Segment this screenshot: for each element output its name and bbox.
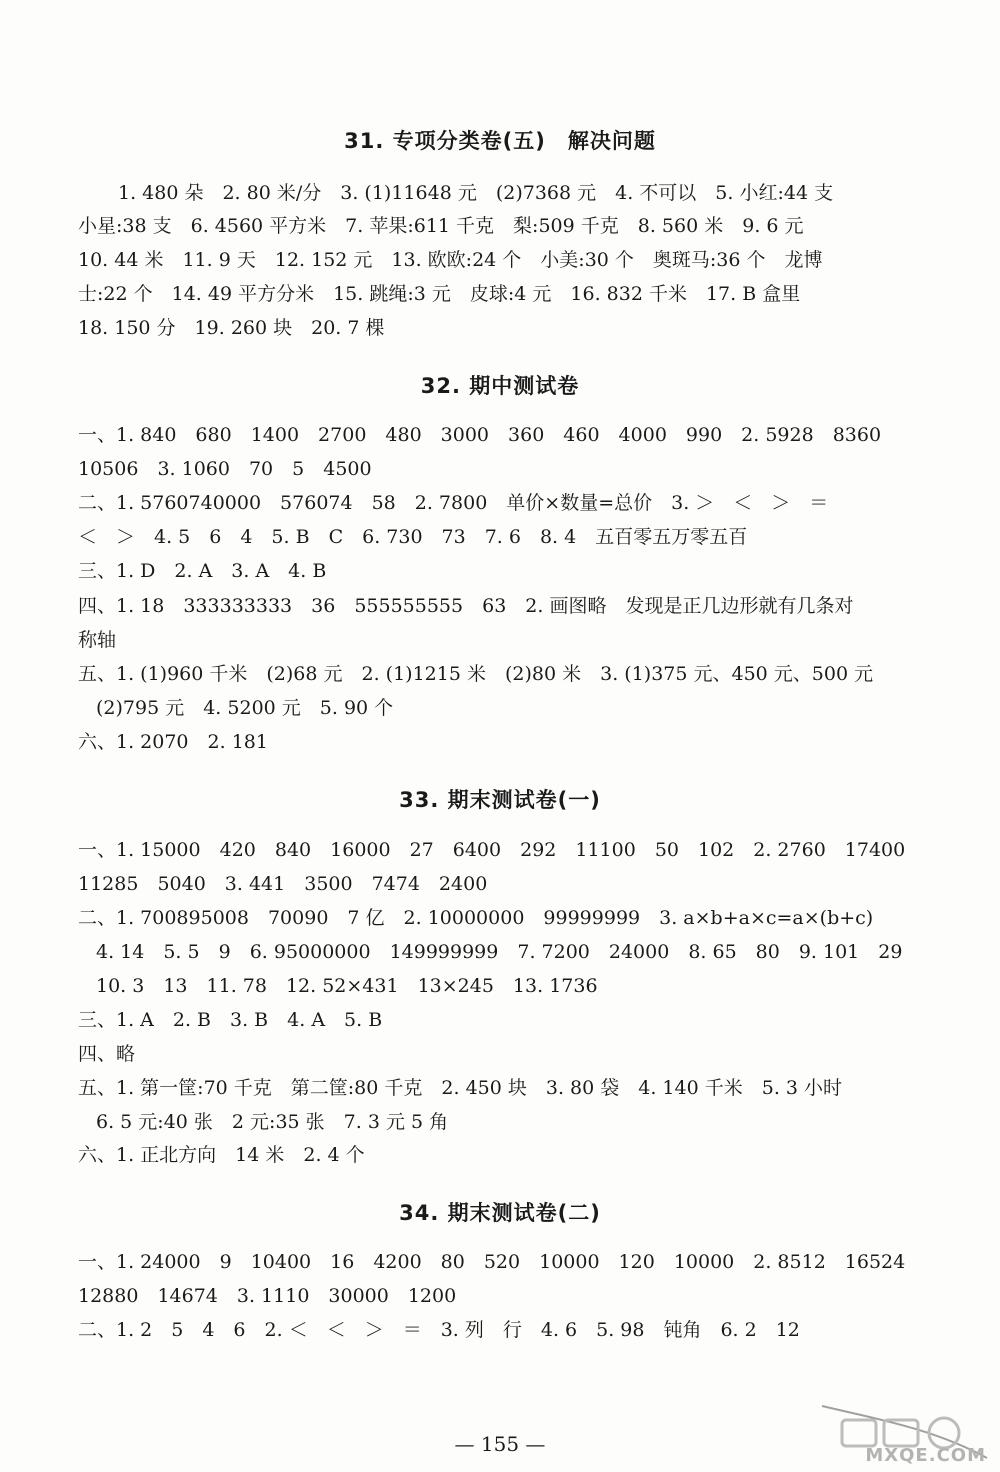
section-title-32: 32. 期中测试卷: [420, 374, 580, 398]
answer-line: 五、1. (1)960 千米 (2)68 元 2. (1)1215 米 (2)80 米 3. (1)375 元、450 元、500 元: [78, 663, 874, 685]
answer-line: (2)795 元 4. 5200 元 5. 90 个: [96, 697, 394, 719]
answer-line: 10. 3 13 11. 78 12. 52×431 13×245 13. 1736: [96, 975, 598, 997]
answer-line: 士:22 个 14. 49 平方分米 15. 跳绳:3 元 皮球:4 元 16. 832 千米 17. B 盒里: [78, 283, 801, 305]
answer-line: 10506 3. 1060 70 5 4500: [78, 458, 372, 480]
answer-line: 三、1. A 2. B 3. B 4. A 5. B: [78, 1009, 383, 1031]
answer-line: 四、略: [78, 1043, 136, 1065]
section-title-33: 33. 期末测试卷(一): [399, 788, 601, 812]
answer-line: 12880 14674 3. 1110 30000 1200: [78, 1285, 457, 1307]
section-title-34: 34. 期末测试卷(二): [399, 1201, 601, 1225]
answer-line: 1. 480 朵 2. 80 米/分 3. (1)11648 元 (2)7368 元 4. 不可以 5. 小红:44 支: [118, 182, 834, 204]
answer-line: 五、1. 第一筐:70 千克 第二筐:80 千克 2. 450 块 3. 80 袋 4. 140 千米 5. 3 小时: [78, 1077, 843, 1099]
answer-line: 称轴: [78, 629, 117, 651]
answer-line: 11285 5040 3. 441 3500 7474 2400: [78, 873, 488, 895]
answer-line: 六、1. 2070 2. 181: [78, 731, 268, 753]
watermark-logo: [812, 1398, 992, 1468]
answer-line: 二、1. 700895008 70090 7 亿 2. 10000000 99999999 3. a×b+a×c=a×(b+c): [78, 907, 874, 929]
answer-line: 四、1. 18 333333333 36 555555555 63 2. 画图略 发现是正几边形就有几条对: [78, 595, 854, 617]
answer-line: 六、1. 正北方向 14 米 2. 4 个: [78, 1144, 365, 1166]
answer-line: 二、1. 2 5 4 6 2. ＜ ＜ ＞ ＝ 3. 列 行 4. 6 5. 98 钝角 6. 2 12: [78, 1319, 800, 1341]
page-number: — 155 —: [454, 1432, 546, 1456]
answer-line: ＜ ＞ 4. 5 6 4 5. B C 6. 730 73 7. 6 8. 4 五百零五万零五百: [78, 526, 748, 548]
section-title-31: 31. 专项分类卷(五) 解决问题: [344, 129, 656, 153]
answer-line: 10. 44 米 11. 9 天 12. 152 元 13. 欧欧:24 个 小美:30 个 奥斑马:36 个 龙博: [78, 249, 823, 271]
watermark-text: MXQE.COM: [865, 1445, 986, 1466]
answer-line: 18. 150 分 19. 260 块 20. 7 棵: [78, 317, 385, 339]
answer-line: 小星:38 支 6. 4560 平方米 7. 苹果:611 千克 梨:509 千克 8. 560 米 9. 6 元: [78, 215, 804, 237]
answer-line: 二、1. 5760740000 576074 58 2. 7800 单价×数量=总价 3. ＞ ＜ ＞ ＝: [78, 492, 829, 514]
answer-line: 6. 5 元:40 张 2 元:35 张 7. 3 元 5 角: [96, 1111, 449, 1133]
answer-line: 一、1. 840 680 1400 2700 480 3000 360 460 4000 990 2. 5928 8360: [78, 424, 882, 446]
answer-line: 一、1. 24000 9 10400 16 4200 80 520 10000 120 10000 2. 8512 16524: [78, 1251, 906, 1273]
answer-line: 4. 14 5. 5 9 6. 95000000 149999999 7. 7200 24000 8. 65 80 9. 101 29: [96, 941, 903, 963]
answer-line: 三、1. D 2. A 3. A 4. B: [78, 560, 327, 582]
answer-line: 一、1. 15000 420 840 16000 27 6400 292 11100 50 102 2. 2760 17400: [78, 839, 906, 861]
